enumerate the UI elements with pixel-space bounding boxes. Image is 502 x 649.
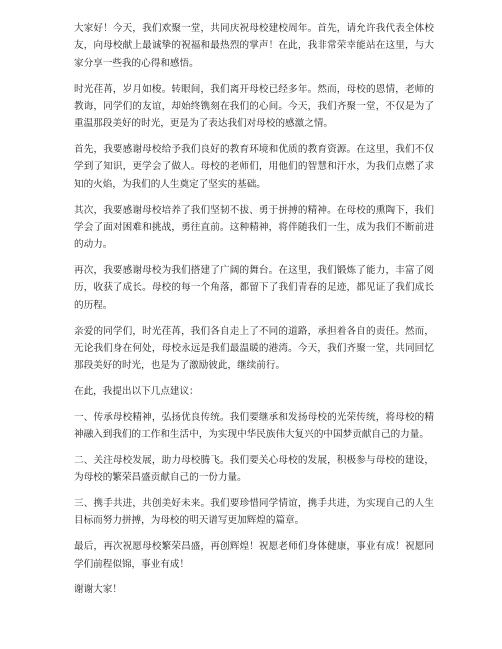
paragraph-suggestion-3: 三、携手共进，共创美好未来。我们要珍惜同学情谊，携手共进，为实现自己的人生目标而努力拼搏，为母校的明天谱写更加辉煌的篇章。: [74, 498, 434, 527]
paragraph-dear-classmates: 亲爱的同学们，时光荏苒，我们各自走上了不同的道路，承担着各自的责任。然而，无论我们身在何处，母校永远是我们最温暖的港湾。今天，我们齐聚一堂，共同回忆那段美好的时光，也是为了激励彼此，继续前行。: [74, 325, 434, 372]
paragraph-suggestions-intro: 在此，我提出以下几点建议：: [74, 386, 199, 398]
paragraph-closing-wishes: 最后，再次祝愿母校繁荣昌盛，再创辉煌！祝愿老师们身体健康，事业有成！祝愿同学们前程似锦，事业有成！: [74, 541, 434, 570]
document-page: [74, 20, 434, 607]
paragraph-thanks-education: 首先，我要感谢母校给予我们良好的教育环境和优质的教育资源。在这里，我们不仅学到了知识，更学会了做人。母校的老师们，用他们的智慧和汗水，为我们点燃了求知的火焰，为我们的人生奠定了坚实的基础。: [74, 144, 434, 190]
paragraph-suggestion-1: 一、传承母校精神，弘扬优良传统。我们要继承和发扬母校的光荣传统，将母校的精神融入到我们的工作和生活中，为实现中华民族伟大复兴的中国梦贡献自己的力量。: [74, 411, 434, 441]
paragraph-thanks-stage: 再次，我要感谢母校为我们搭建了广阔的舞台。在这里，我们锻炼了能力，丰富了阅历，收获了成长。母校的每一个角落，都留下了我们青春的足迹，都见证了我们成长的历程。: [74, 265, 434, 311]
paragraph-suggestion-2: 二、关注母校发展，助力母校腾飞。我们要关心母校的发展，积极参与母校的建设，为母校的繁荣昌盛贡献自己的一份力量。: [74, 454, 434, 484]
paragraph-time-passes: 时光荏苒，岁月如梭。转眼间，我们离开母校已经多年。然而，母校的恩情，老师的教诲，同学们的友谊，却始终镌刻在我们的心间。今天，我们齐聚一堂，不仅是为了重温那段美好的时光，更是为了表达我们对母校的感激之情。: [74, 83, 434, 130]
paragraph-opening: 大家好！今天，我们欢聚一堂，共同庆祝母校建校周年。首先，请允许我代表全体校友，向母校献上最诚挚的祝福和最热烈的掌声！在此，我非常荣幸能站在这里，与大家分享一些我的心得和感悟。: [74, 23, 434, 69]
paragraph-thanks-all: 谢谢大家！: [74, 584, 122, 596]
paragraph-thanks-spirit: 其次，我要感谢母校培养了我们坚韧不拔、勇于拼搏的精神。在母校的熏陶下，我们学会了面对困难和挑战，勇往直前。这种精神，将伴随我们一生，成为我们不断前进的动力。: [74, 204, 434, 251]
